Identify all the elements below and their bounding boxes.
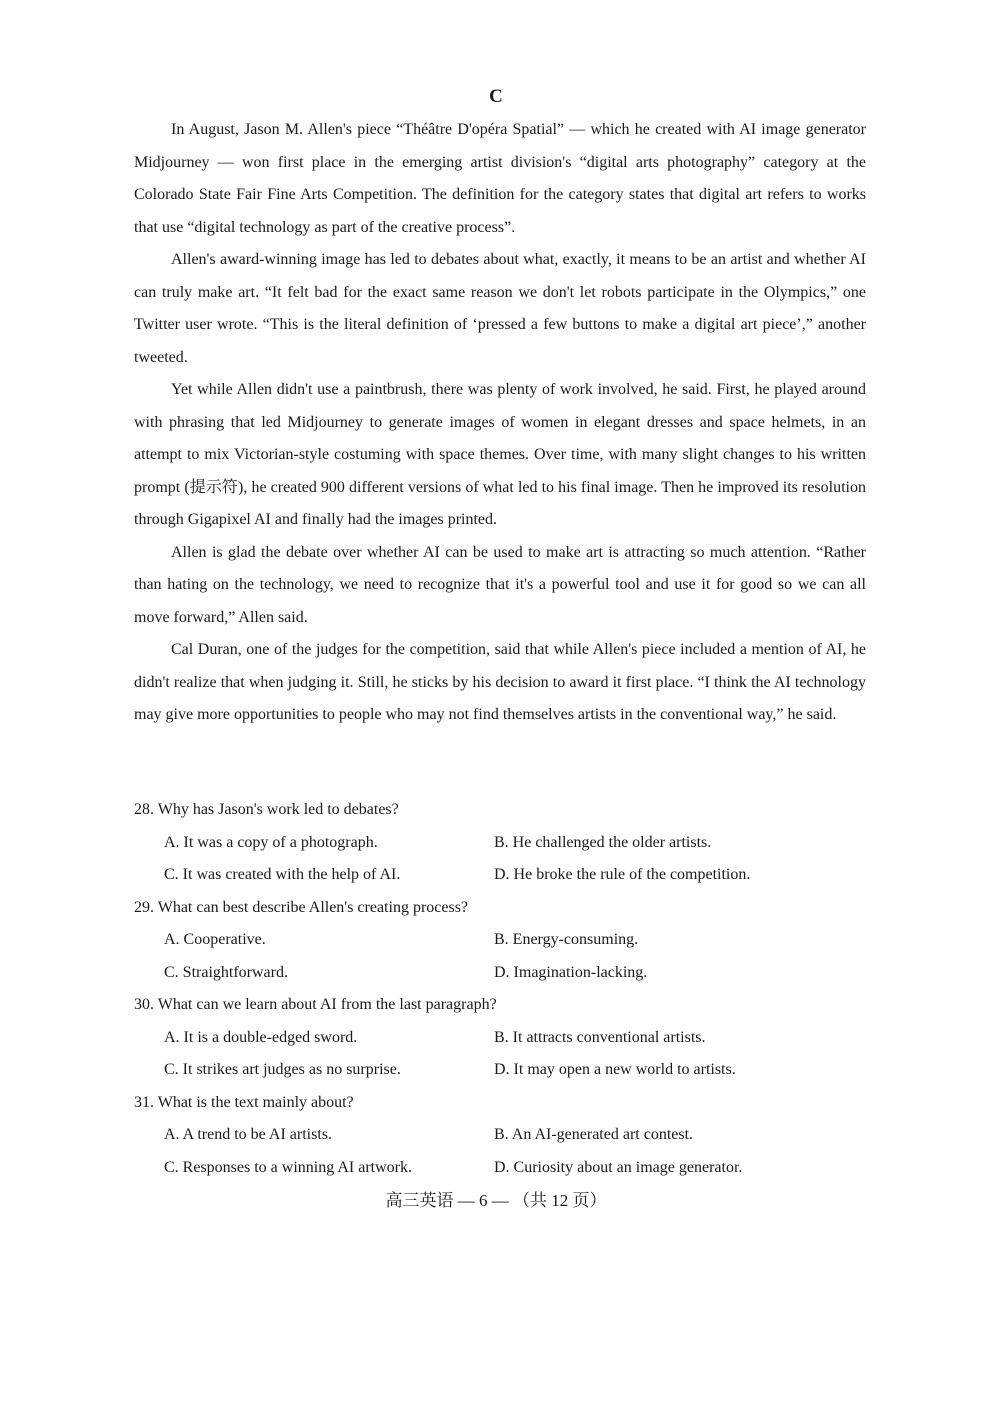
section-heading: C <box>489 86 503 107</box>
option-row <box>134 1119 866 1152</box>
option-d: D. Imagination-lacking. <box>494 963 648 981</box>
option-d: D. He broke the rule of the competition. <box>494 866 751 883</box>
option-c: C. It was created with the help of AI. <box>164 866 401 883</box>
option-b: B. It attracts conventional artists. <box>494 1028 706 1046</box>
question-30 <box>134 989 866 1087</box>
option-row <box>134 1022 866 1055</box>
question-stem: 30. What can we learn about AI from the last paragraph? <box>134 996 497 1013</box>
paragraph-3: Yet while Allen didn't use a paintbrush, there was plenty of work involved, he said. First, he played around with phrasing that led Midjourney to generate images of women in elegant dresses and space helmets, in an attempt to mix Victorian-style costuming with space themes. Over time, with many slight changes to his written prompt (提示符), he created 900 different versions of what led to his final image. Then he improved its resolution through Gigapixel AI and finally had the images printed. <box>134 381 866 528</box>
reading-passage <box>134 114 866 732</box>
option-b: B. An AI-generated art contest. <box>494 1126 694 1143</box>
paragraph-5: Cal Duran, one of the judges for the competition, said that while Allen's piece included a mention of AI, he didn't realize that when judging it. Still, he sticks by his decision to award it first place. “I think the AI technology may give more opportunities to people who may not find themselves artists in the conventional way,” he said. <box>134 641 866 723</box>
paragraph-1: In August, Jason M. Allen's piece “Théâtre D'opéra Spatial” — which he created with AI image generator Midjourney — won first place in the emerging artist division's “digital arts photography” category at the Colorado State Fair Fine Arts Competition. The definition for the category states that digital art refers to works that use “digital technology as part of the creative process”. <box>134 121 866 236</box>
option-row <box>134 924 866 957</box>
option-d: D. It may open a new world to artists. <box>494 1061 736 1078</box>
page-footer: 高三英语 — 6 — （共 12 页） <box>385 1191 607 1210</box>
option-c: C. It strikes art judges as no surprise. <box>164 1061 401 1078</box>
option-row <box>134 1054 866 1087</box>
option-row <box>134 827 866 860</box>
question-list <box>134 794 866 1184</box>
option-row <box>134 1152 866 1185</box>
option-c: C. Straightforward. <box>164 963 288 981</box>
paragraph-4: Allen is glad the debate over whether AI can be used to make art is attracting so much attention. “Rather than hating on the technology, we need to recognize that it's a powerful tool and use it for good so we can all move forward,” Allen said. <box>134 543 866 626</box>
question-stem: 28. Why has Jason's work led to debates? <box>134 801 399 818</box>
option-row <box>134 859 866 892</box>
option-row <box>134 957 866 990</box>
option-c: C. Responses to a winning AI artwork. <box>164 1158 412 1176</box>
question-28 <box>134 794 866 892</box>
option-a: A. Cooperative. <box>164 931 266 948</box>
option-b: B. He challenged the older artists. <box>494 833 712 851</box>
option-a: A. A trend to be AI artists. <box>164 1126 332 1143</box>
question-stem: 31. What is the text mainly about? <box>134 1093 354 1111</box>
paragraph-2: Allen's award-winning image has led to debates about what, exactly, it means to be an artist and whether AI can truly make art. “It felt bad for the exact same reason we don't let robots participate in the Olympics,” one Twitter user wrote. “This is the literal definition of ‘pressed a few buttons to make a digital art piece’,” another tweeted. <box>134 251 866 366</box>
option-a: A. It is a double-edged sword. <box>164 1028 358 1046</box>
question-29 <box>134 892 866 990</box>
question-stem: 29. What can best describe Allen's creating process? <box>134 898 469 916</box>
option-d: D. Curiosity about an image generator. <box>494 1158 743 1176</box>
option-a: A. It was a copy of a photograph. <box>164 833 378 851</box>
option-b: B. Energy-consuming. <box>494 931 639 948</box>
question-31 <box>134 1087 866 1185</box>
